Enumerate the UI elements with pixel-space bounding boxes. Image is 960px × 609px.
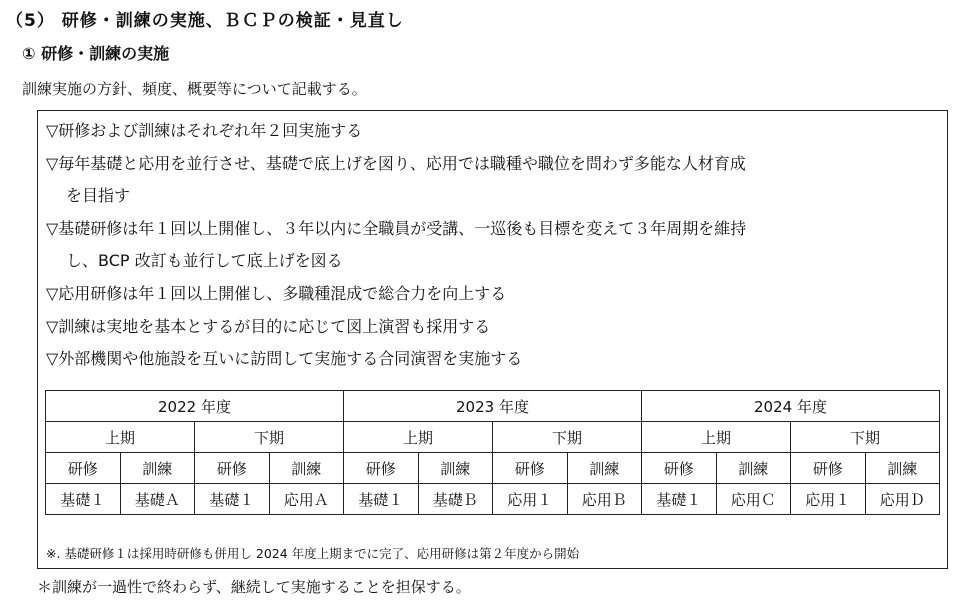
type-cell: 研修 [195,453,270,484]
plan-cell: 応用１ [493,484,568,515]
half-header: 下期 [791,422,940,453]
half-header: 下期 [493,422,642,453]
bullet-line: ▽研修および訓練はそれぞれ年２回実施する [46,121,363,140]
plan-cell: 基礎１ [46,484,121,515]
table-row-plan [46,484,940,515]
plan-cell: 応用Ｂ [567,484,642,515]
plan-cell: 基礎１ [195,484,270,515]
plan-cell: 応用Ｃ [716,484,791,515]
table-note: ※. 基礎研修１は採用時研修も併用し 2024 年度上期までに完了、応用研修は第２年度から開始 [46,546,580,561]
type-cell: 訓練 [418,453,493,484]
bullet-line: ▽訓練は実地を基本とするが目的に応じて図上演習も採用する [46,316,491,336]
plan-cell: 基礎１ [642,484,717,515]
schedule-table [45,390,940,515]
type-cell: 訓練 [865,453,940,484]
type-cell: 研修 [642,453,717,484]
half-header: 下期 [195,422,344,453]
bullet-line: ▽外部機関や他施設を互いに訪問して実施する合同演習を実施する [46,349,523,369]
bullet-list [46,115,946,376]
year-header: 2023 年度 [344,391,642,422]
half-header: 上期 [344,422,493,453]
type-cell: 訓練 [716,453,791,484]
half-header: 上期 [46,422,195,453]
bullet-line: し、BCP 改訂も並行して底上げを図る [66,251,343,271]
type-cell: 研修 [344,453,419,484]
type-cell: 研修 [791,453,866,484]
table-row-years [46,391,940,422]
intro-text: 訓練実施の方針、頻度、概要等について記載する。 [22,80,367,98]
type-cell: 訓練 [120,453,195,484]
half-header: 上期 [642,422,791,453]
plan-cell: 応用Ｄ [865,484,940,515]
type-cell: 研修 [46,453,121,484]
type-cell: 研修 [493,453,568,484]
type-cell: 訓練 [269,453,344,484]
table-row-types [46,453,940,484]
footer-note: ＊訓練が一過性で終わらず、継続して実施することを担保する。 [37,578,471,596]
bullet-line: ▽基礎研修は年１回以上開催し、３年以内に全職員が受講、一巡後も目標を変えて３年周期を維持 [46,218,747,238]
year-header: 2022 年度 [46,391,344,422]
year-header: 2024 年度 [642,391,940,422]
plan-cell: 基礎１ [344,484,419,515]
bullet-line: ▽応用研修は年１回以上開催し、多職種混成で総合力を向上する [46,283,507,303]
subsection-heading: ① 研修・訓練の実施 [22,44,170,63]
section-heading: （5） 研修・訓練の実施、ＢＣＰの検証・見直し [6,11,404,31]
plan-cell: 基礎Ａ [120,484,195,515]
plan-cell: 応用１ [791,484,866,515]
table-row-halves [46,422,940,453]
bullet-line: ▽毎年基礎と応用を並行させ、基礎で底上げを図り、応用では職種や職位を問わず多能な人材育成 [46,153,746,173]
plan-cell: 応用Ａ [269,484,344,515]
training-plan-box [37,110,948,569]
plan-cell: 基礎Ｂ [418,484,493,515]
bullet-line: を目指す [66,186,131,206]
type-cell: 訓練 [567,453,642,484]
